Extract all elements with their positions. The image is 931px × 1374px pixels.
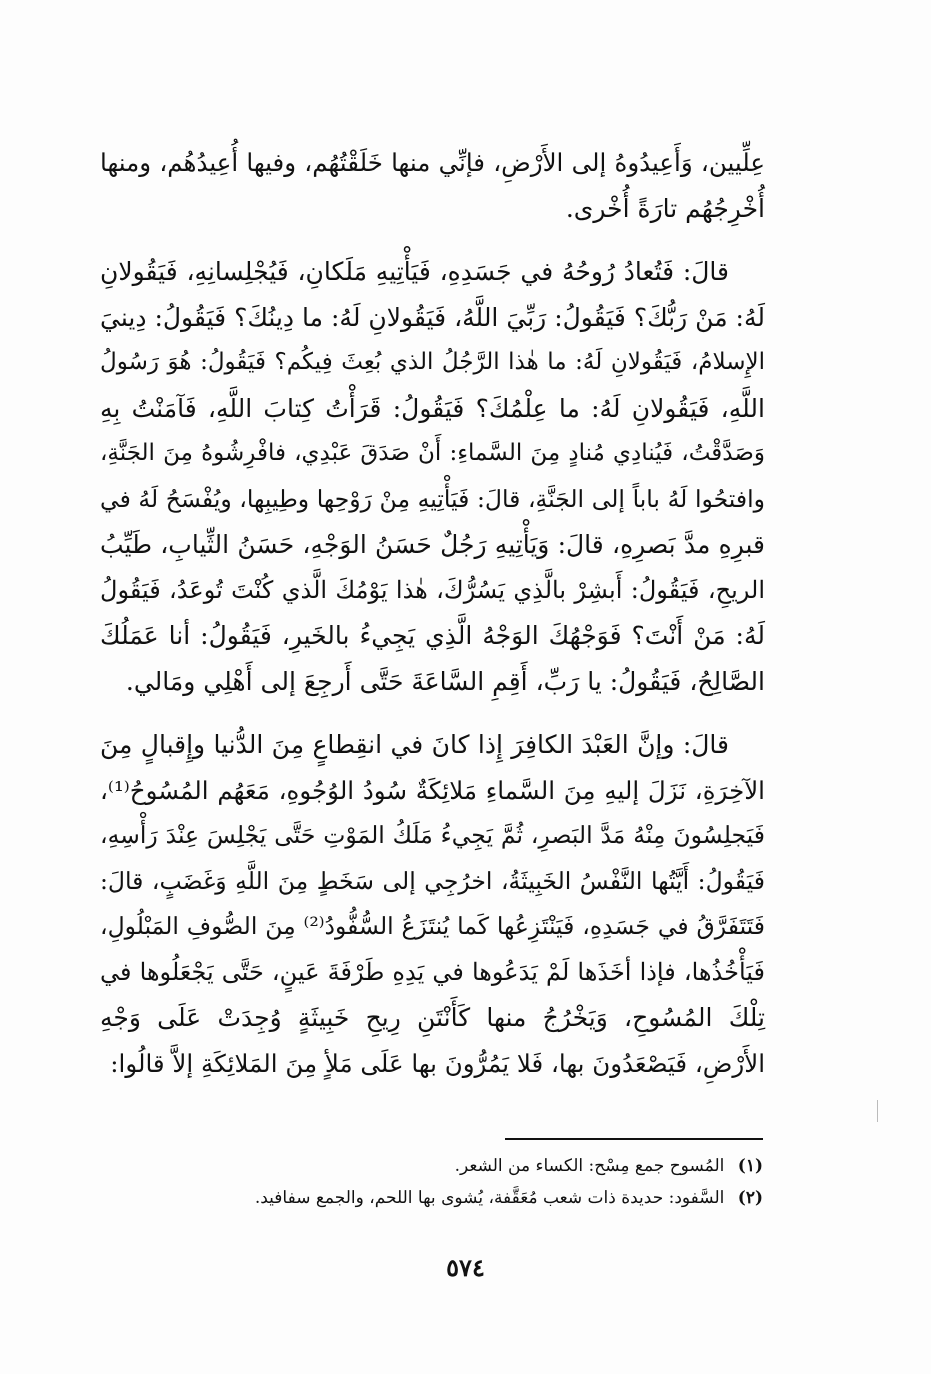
footnote-text: السَّفود: حديدة ذات شعب مُعَقَّفة، يُشوى بها اللحم، والجمع سفافيد. bbox=[254, 1188, 725, 1208]
text-line: فَيَجلِسُونَ مِنْهُ مَدَّ البَصرِ، ثُمَّ يَجِيءُ مَلَكُ المَوْتِ حَتَّى يَجْلِسَ عِنْدَ رَأْسِهِ، bbox=[100, 821, 765, 849]
text-line: وَصَدَّقْتُ، فَيُنادِي مُنادٍ مِنَ السَّماءِ: أَنْ صَدَقَ عَبْدِي، فافْرِشُوهُ مِنَ الجَنَّةِ، bbox=[100, 440, 765, 466]
text-line: قالَ: فَتُعادُ رُوحُهُ في جَسَدِهِ، فَيَأْتِيهِ مَلَكانِ، فَيُجْلِسانِهِ، فَيَقُولانِ bbox=[100, 257, 729, 286]
page-number: ٥٧٤ bbox=[446, 1253, 485, 1282]
text-line: اللَّهِ، فَيَقُولانِ لَهُ: ما عِلْمُكَ؟ فَيَقُولُ: قَرَأْتُ كِتابَ اللَّهِ، فَآمَنْتُ بِهِ bbox=[100, 393, 765, 423]
text-line: لَهُ: مَنْ رَبُّكَ؟ فَيَقُولُ: رَبِّيَ اللَّهُ، فَيَقُولانِ لَهُ: ما دِينُكَ؟ فَيَقُولُ: دِينيَ bbox=[100, 302, 765, 332]
footnote-text: المُسوح جمع مِسْح: الكساء من الشعر. bbox=[454, 1156, 725, 1176]
text-line: تِلْكَ المُسُوحِ، وَيَخْرُجُ منها كَأَنْتَنِ رِيحِ خَبِيثَةٍ وُجِدَتْ عَلَى وَجْهِ bbox=[100, 1003, 765, 1032]
footnote-divider bbox=[505, 1138, 763, 1140]
paragraph-1 bbox=[100, 140, 765, 231]
text-line: الآخِرَةِ، نَزَلَ إليهِ مِنَ السَّماءِ مَلائِكَةٌ سُودُ الوُجُوهِ، مَعَهُم المُسُوحُ⁽¹⁾، bbox=[100, 775, 765, 805]
paragraph-2 bbox=[100, 249, 765, 704]
text-line: الريحِ، فَيَقُولُ: أَبشِرْ بالَّذِي يَسُرُّكَ، هٰذا يَوْمُكَ الَّذي كُنْتَ تُوعَدُ، فَيَقُولُ bbox=[100, 575, 765, 604]
footnote-1 bbox=[150, 1150, 763, 1182]
text-line: قبرِهِ مدَّ بَصرِهِ، قالَ: وَيَأْتِيهِ رَجُلٌ حَسَنُ الوَجْهِ، حَسَنُ الثِّيابِ، طَيِّبُ bbox=[100, 530, 765, 559]
text-line: فَيَقُولُ: أَيَّتُها النَّفْسُ الخَبِيثَةُ، اخرُجِي إلى سَخَطٍ مِنَ اللَّهِ وَغَضَبٍ، قالَ: bbox=[100, 866, 766, 895]
text-line: وافتحُوا لَهُ باباً إلى الجَنَّةِ، قالَ: فَيَأْتِيهِ مِنْ رَوْحِها وطِيبِها، ويُفْسَحُ لَهُ في bbox=[100, 484, 765, 513]
text-line: الصَّالِحُ، فَيَقُولُ: يا رَبِّ، أَقِمِ السَّاعَةَ حَتَّى أَرجِعَ إلى أَهْلِي ومَالي. bbox=[125, 666, 765, 696]
footnotes bbox=[150, 1150, 763, 1214]
text-line: الإِسلامُ، فَيَقُولانِ لَهُ: ما هٰذا الرَّجُلُ الذي بُعِثَ فِيكُم؟ فَيَقُولُ: هُوَ رَسُولُ bbox=[100, 349, 765, 375]
footnote-number: (٢) bbox=[737, 1188, 763, 1208]
footnote-2 bbox=[150, 1182, 763, 1214]
main-text bbox=[100, 140, 765, 1104]
text-line: فَتَتَفَرَّقُ في جَسَدِهِ، فَيَنْتَزِعُها كَما يُنتَزَعُ السُّفُّودُ⁽²⁾ مِنَ الصُّوفِ المَبْلُولِ، bbox=[100, 912, 765, 940]
text-line: عِلِّيين، وَأَعِيدُوهُ إلى الأَرْضِ، فإنِّي منها خَلَقْتُهُم، وفيها أُعِيدُهُم، ومنها bbox=[100, 148, 765, 177]
footnote-number: (١) bbox=[737, 1156, 763, 1176]
paragraph-3 bbox=[100, 722, 765, 1086]
text-line: فَيَأْخُذُها، فإذا أخَذَها لَمْ يَدَعُوها في يَدِهِ طَرْفَةَ عَينٍ، حَتَّى يَجْعَلُوها في bbox=[100, 957, 765, 986]
margin-mark bbox=[877, 1100, 878, 1122]
text-line: لَهُ: مَنْ أَنْتَ؟ فَوَجْهُكَ الوَجْهُ الَّذِي يَجِيءُ بالخَيرِ، فَيَقُولُ: أنا عَمَلُكَ bbox=[100, 621, 765, 650]
text-line: قالَ: وإنَّ العَبْدَ الكافِرَ إِذا كانَ في انقِطاعٍ مِنَ الدُّنيا وإِقبالٍ مِنَ bbox=[100, 730, 729, 759]
text-line: الأَرْضِ، فَيَصْعَدُونَ بها، فَلا يَمُرُّونَ بها عَلَى مَلأٍ مِنَ المَلائِكَةِ إلاَّ قالُوا: bbox=[110, 1048, 765, 1078]
text-line: أُخْرِجُهُم تارَةً أُخْرى. bbox=[565, 193, 765, 223]
